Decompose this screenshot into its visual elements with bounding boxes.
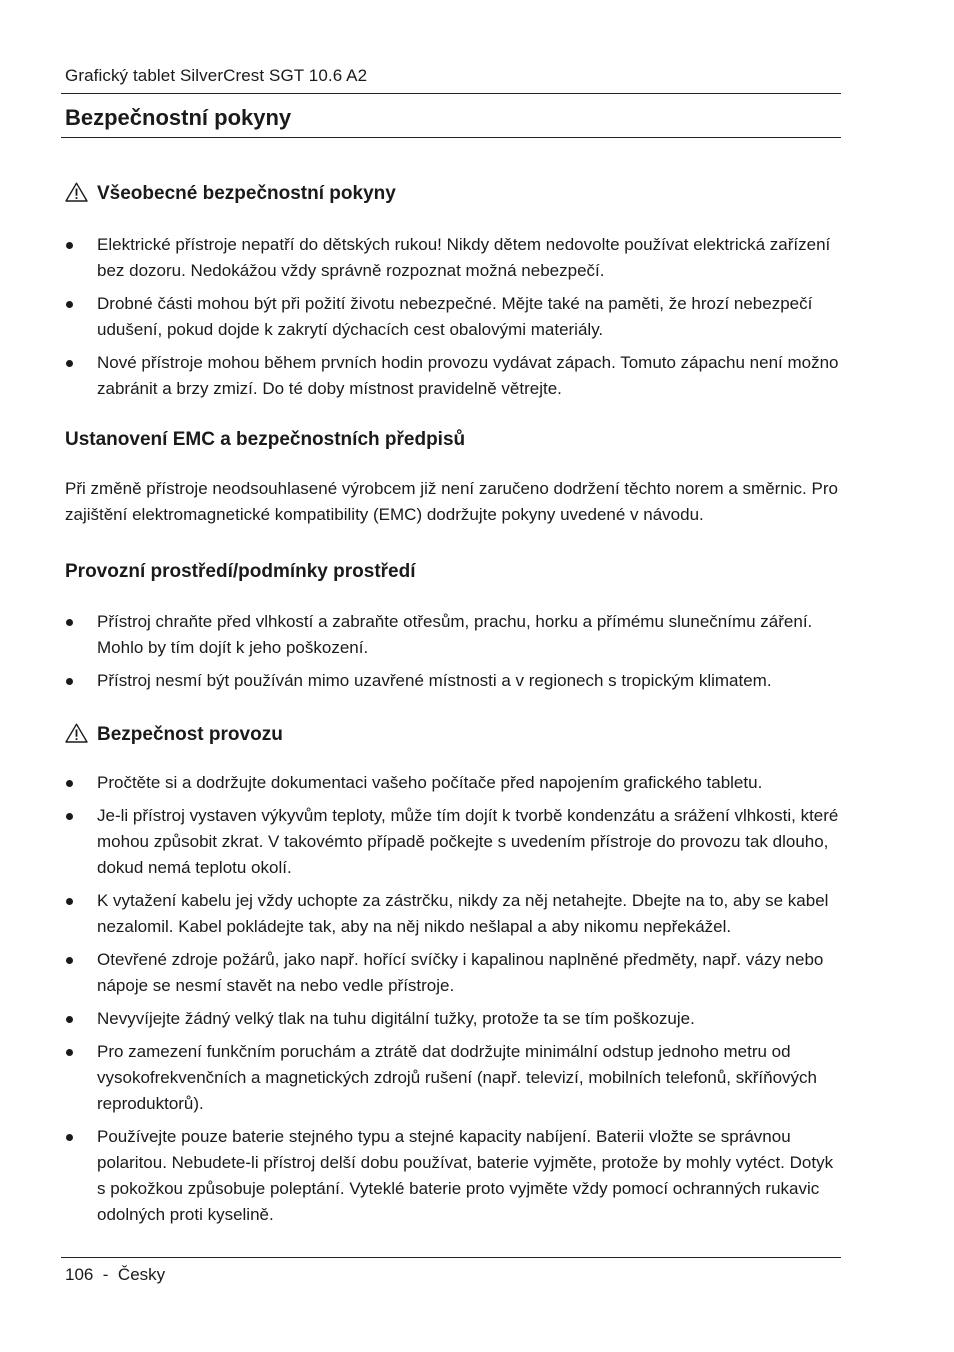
bullet-dot: [66, 1049, 73, 1056]
warning-icon: [65, 723, 88, 743]
list-item: Používejte pouze baterie stejného typu a stejné kapacity nabíjení. Baterii vložte se správnou polaritou. Nebudete-li přístroj delší dobu používat, baterie vyjměte, protože by mohly vytéct. Dotyk s pokožkou způsobuje poleptání. Vyteklé baterie proto vyjměte vždy pomocí ochranných rukavic odolných proti kyselině.: [65, 1124, 841, 1228]
running-header: Grafický tablet SilverCrest SGT 10.6 A2: [65, 66, 368, 85]
bullet-dot: [66, 619, 73, 626]
bullet-list: [65, 609, 841, 694]
list-item: Pro zamezení funkčním poruchám a ztrátě dat dodržujte minimální odstup jednoho metru od vysokofrekvenčních a magnetických zdrojů rušení (např. televizí, mobilních telefonů, skříňových reproduktorů).: [65, 1039, 841, 1117]
warning-icon: [65, 182, 88, 202]
footer-rule: [61, 1257, 841, 1258]
section-operation-safety: [65, 723, 841, 1235]
section-heading: Provozní prostředí/podmínky prostředí: [65, 561, 416, 582]
list-item: K vytažení kabelu jej vždy uchopte za zástrčku, nikdy za něj netahejte. Dbejte na to, aby se kabel nezalomil. Kabel pokládejte tak, aby na něj nikdo nešlapal a aby nikomu nepřekážel.: [65, 888, 841, 940]
bullet-dot: [66, 678, 73, 685]
section-heading: Bezpečnost provozu: [65, 723, 841, 746]
bullet-list: [65, 770, 841, 1228]
bullet-dot: [66, 957, 73, 964]
list-item: Otevřené zdroje požárů, jako např. hořící svíčky i kapalinou naplněné předměty, např. vázy nebo nápoje se nesmí stavět na nebo vedle přístroje.: [65, 947, 841, 999]
list-item: Přístroj nesmí být používán mimo uzavřené místnosti a v regionech s tropickým klimatem.: [65, 668, 841, 694]
bullet-dot: [66, 813, 73, 820]
bullet-dot: [66, 898, 73, 905]
list-item: Přístroj chraňte před vlhkostí a zabraňte otřesům, prachu, horku a přímému slunečnímu záření. Mohlo by tím dojít k jeho poškození.: [65, 609, 841, 661]
section-general-safety: [65, 182, 841, 409]
page-number: 106 - Česky: [65, 1265, 166, 1284]
section-emc: [65, 429, 841, 528]
bullet-dot: [66, 780, 73, 787]
bullet-list: [65, 232, 841, 402]
list-item: Nové přístroje mohou během prvních hodin provozu vydávat zápach. Tomuto zápachu není možno zabránit a brzy zmizí. Do té doby místnost pravidelně větrejte.: [65, 350, 841, 402]
section-heading: Ustanovení EMC a bezpečnostních předpisů: [65, 429, 466, 450]
section-environment: [65, 561, 841, 701]
bullet-dot: [66, 360, 73, 367]
list-item: Pročtěte si a dodržujte dokumentaci vašeho počítače před napojením grafického tabletu.: [65, 770, 841, 796]
section-heading: Všeobecné bezpečnostní pokyny: [65, 182, 841, 205]
bullet-dot: [66, 301, 73, 308]
bullet-dot: [66, 1016, 73, 1023]
list-item: Je-li přístroj vystaven výkyvům teploty, může tím dojít k tvorbě kondenzátu a srážení vlhkosti, které mohou způsobit zkrat. V takovémto případě počkejte s uvedením přístroje do provozu tak dlouho, dokud nemá teplotu okolí.: [65, 803, 841, 881]
bullet-dot: [66, 242, 73, 249]
chapter-title: Bezpečnostní pokyny: [65, 105, 292, 130]
list-item: Nevyvíjejte žádný velký tlak na tuhu digitální tužky, protože ta se tím poškozuje.: [65, 1006, 841, 1032]
section-paragraph: Při změně přístroje neodsouhlasené výrobcem již není zaručeno dodržení těchto norem a směrnic. Pro zajištění elektromagnetické kompatibility (EMC) dodržujte pokyny uvedené v návodu.: [65, 479, 838, 524]
bullet-dot: [66, 1134, 73, 1141]
list-item: Elektrické přístroje nepatří do dětských rukou! Nikdy dětem nedovolte používat elektrická zařízení bez dozoru. Nedokážou vždy správně rozpoznat možná nebezpečí.: [65, 232, 841, 284]
header-rule: [61, 93, 841, 94]
list-item: Drobné části mohou být při požití životu nebezpečné. Mějte také na paměti, že hrozí nebezpečí udušení, pokud dojde k zakrytí dýchacích cest obalovými materiály.: [65, 291, 841, 343]
chapter-title-rule: [61, 137, 841, 138]
